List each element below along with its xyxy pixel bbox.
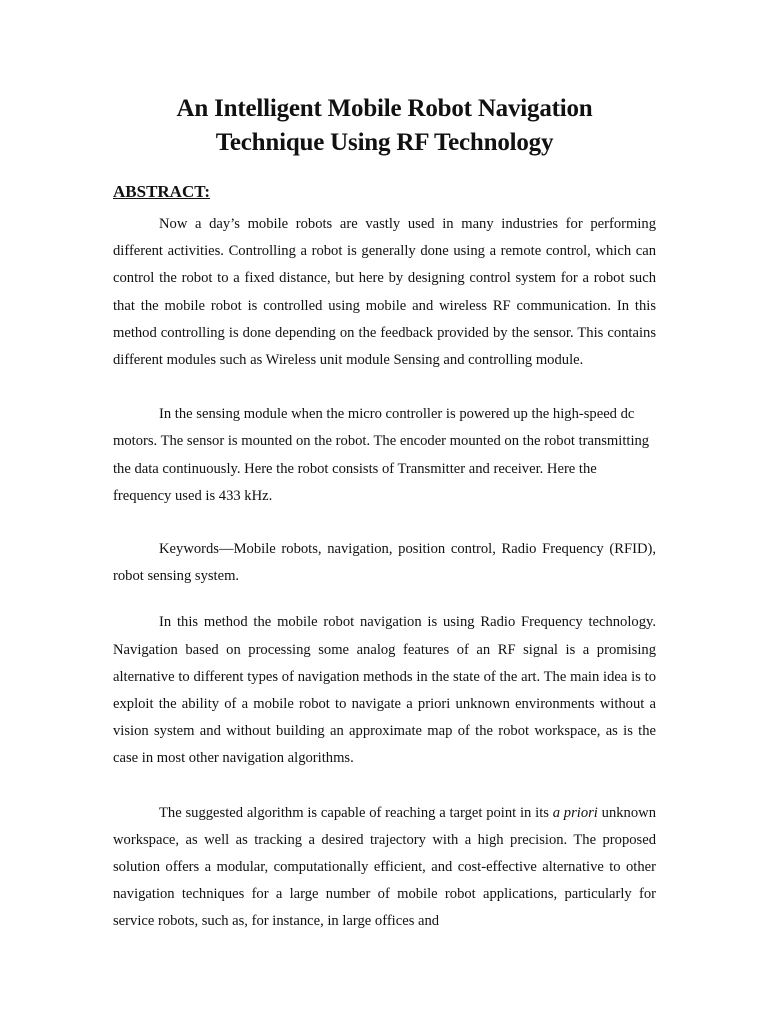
- document-title: [113, 92, 656, 160]
- body-paragraph-2: [113, 800, 656, 936]
- italic-term: a priori: [552, 804, 598, 821]
- body-paragraph-2-rest: unknown workspace, as well as tracking a desired trajectory with a high precision. The proposed solution offers a modular, computationally efficient, and cost-effective alternative to other navigation techniques for a large number of mobile robot applications, particularly for service robots, such as, for instance, in large offices and: [113, 804, 656, 930]
- abstract-heading: ABSTRACT:: [113, 182, 210, 201]
- body-paragraph-2-start: The suggested algorithm is capable of reaching a target point in its: [159, 804, 553, 821]
- abstract-paragraph-1: Now a day’s mobile robots are vastly used in many industries for performing different activities. Controlling a robot is generally done using a remote control, which can control the robot to a fixed distance, but here by designing control system for a robot such that the mobile robot is controlled using mobile and wireless RF communication. In this method controlling is done depending on the feedback provided by the sensor. This contains different modules such as Wireless unit module Sensing and controlling module.: [113, 216, 656, 369]
- body-paragraph-1: In this method the mobile robot navigation is using Radio Frequency technology. Navigation based on processing some analog features of an RF signal is a promising alternative to different types of navigation methods in the state of the art. The main idea is to exploit the ability of a mobile robot to navigate a priori unknown environments without a vision system and without building an approximate map of the robot workspace, as is the case in most other navigation algorithms.: [113, 614, 656, 767]
- title-line-1: An Intelligent Mobile Robot Navigation: [176, 95, 593, 122]
- abstract-paragraph-2: In the sensing module when the micro controller is powered up the high-speed dc motors. The sensor is mounted on the robot. The encoder mounted on the robot transmitting the data continuously. Here the robot consists of Transmitter and receiver. Here the frequency used is 433 kHz.: [113, 406, 650, 504]
- keywords-paragraph: Keywords—Mobile robots, navigation, position control, Radio Frequency (RFID), robot sensing system.: [113, 541, 656, 585]
- title-line-2: Technique Using RF Technology: [215, 129, 554, 156]
